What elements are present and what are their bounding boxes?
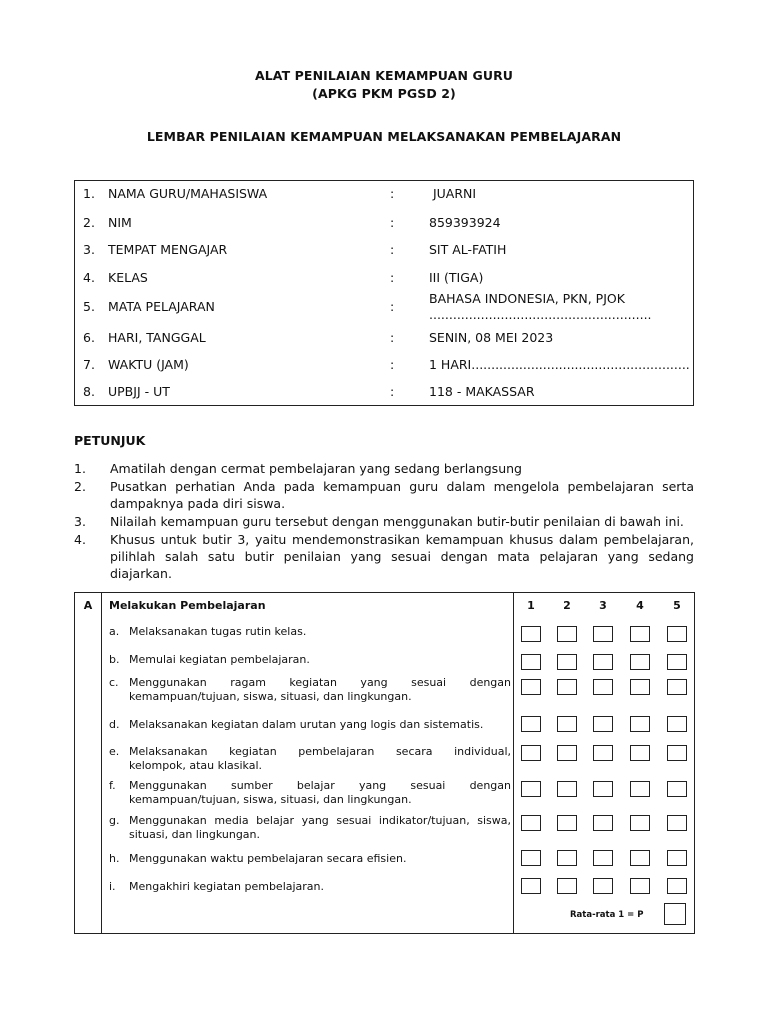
scale-header: 4 bbox=[636, 599, 644, 612]
info-label: NAMA GURU/MAHASISWA bbox=[108, 186, 268, 201]
info-num: 5. bbox=[83, 299, 95, 314]
item-text-line1: Melaksanakan kegiatan pembelajaran secara individual, bbox=[129, 745, 511, 758]
item-letter: i. bbox=[109, 880, 116, 893]
score-checkbox[interactable] bbox=[630, 745, 650, 761]
score-checkbox[interactable] bbox=[667, 654, 687, 670]
item-text-line2: kelompok, atau klasikal. bbox=[129, 759, 263, 772]
score-checkbox[interactable] bbox=[630, 679, 650, 695]
score-checkbox[interactable] bbox=[630, 626, 650, 642]
item-text-line2: situasi, dan lingkungan. bbox=[129, 828, 261, 841]
info-colon: : bbox=[390, 270, 395, 285]
item-letter: c. bbox=[109, 676, 119, 689]
item-letter: a. bbox=[109, 625, 120, 638]
score-checkbox[interactable] bbox=[630, 781, 650, 797]
info-value: SIT AL-FATIH bbox=[429, 242, 507, 257]
score-checkbox[interactable] bbox=[557, 745, 577, 761]
info-colon: : bbox=[390, 242, 395, 257]
info-value: 859393924 bbox=[429, 215, 501, 230]
score-checkbox[interactable] bbox=[630, 815, 650, 831]
instruction-num: 4. bbox=[74, 532, 86, 547]
item-letter: h. bbox=[109, 852, 120, 865]
identity-info-box bbox=[74, 180, 694, 406]
info-num: 6. bbox=[83, 330, 95, 345]
instruction-num: 1. bbox=[74, 461, 86, 476]
form-title: ALAT PENILAIAN KEMAMPUAN GURU bbox=[254, 68, 514, 83]
item-text: Melaksanakan kegiatan dalam urutan yang logis dan sistematis. bbox=[129, 718, 484, 731]
average-input-box[interactable] bbox=[664, 903, 686, 925]
score-checkbox[interactable] bbox=[593, 654, 613, 670]
score-checkbox[interactable] bbox=[521, 781, 541, 797]
score-checkbox[interactable] bbox=[557, 626, 577, 642]
score-checkbox[interactable] bbox=[667, 716, 687, 732]
instructions-heading: PETUNJUK bbox=[74, 433, 146, 448]
score-checkbox[interactable] bbox=[593, 878, 613, 894]
info-value: BAHASA INDONESIA, PKN, PJOK bbox=[429, 291, 625, 306]
info-num: 4. bbox=[83, 270, 95, 285]
info-label: TEMPAT MENGAJAR bbox=[108, 242, 228, 257]
instruction-text-line2: dampaknya pada diri siswa. bbox=[110, 496, 286, 511]
item-text: Menggunakan waktu pembelajaran secara efisien. bbox=[129, 852, 407, 865]
score-checkbox[interactable] bbox=[667, 745, 687, 761]
score-checkbox[interactable] bbox=[521, 716, 541, 732]
score-checkbox[interactable] bbox=[667, 679, 687, 695]
score-checkbox[interactable] bbox=[557, 781, 577, 797]
score-checkbox[interactable] bbox=[593, 679, 613, 695]
score-checkbox[interactable] bbox=[593, 815, 613, 831]
score-checkbox[interactable] bbox=[521, 654, 541, 670]
score-checkbox[interactable] bbox=[557, 850, 577, 866]
score-checkbox[interactable] bbox=[557, 654, 577, 670]
info-num: 7. bbox=[83, 357, 95, 372]
score-checkbox[interactable] bbox=[630, 850, 650, 866]
column-divider bbox=[101, 593, 102, 933]
score-checkbox[interactable] bbox=[557, 815, 577, 831]
instruction-text-line1: Khusus untuk butir 3, yaitu mendemonstrasikan kemampuan khusus dalam pembelajaran, bbox=[110, 532, 694, 547]
info-label: WAKTU (JAM) bbox=[108, 357, 189, 372]
scale-header: 5 bbox=[673, 599, 681, 612]
info-colon: : bbox=[390, 215, 395, 230]
item-text: Melaksanakan tugas rutin kelas. bbox=[129, 625, 307, 638]
item-letter: g. bbox=[109, 814, 120, 827]
score-checkbox[interactable] bbox=[667, 878, 687, 894]
info-num: 3. bbox=[83, 242, 95, 257]
info-value: 118 - MAKASSAR bbox=[429, 384, 535, 399]
score-checkbox[interactable] bbox=[593, 716, 613, 732]
score-checkbox[interactable] bbox=[667, 781, 687, 797]
info-colon: : bbox=[390, 384, 395, 399]
info-value: JUARNI bbox=[429, 186, 477, 201]
item-text-line1: Menggunakan sumber belajar yang sesuai dengan bbox=[129, 779, 511, 792]
score-checkbox[interactable] bbox=[557, 679, 577, 695]
score-checkbox[interactable] bbox=[521, 815, 541, 831]
instruction-num: 2. bbox=[74, 479, 86, 494]
instruction-item bbox=[74, 531, 694, 581]
score-checkbox[interactable] bbox=[630, 878, 650, 894]
section-code: A bbox=[83, 599, 93, 612]
item-text-line1: Menggunakan media belajar yang sesuai indikator/tujuan, siswa, bbox=[129, 814, 511, 827]
score-checkbox[interactable] bbox=[521, 626, 541, 642]
info-label: NIM bbox=[108, 215, 132, 230]
info-value: III (TIGA) bbox=[429, 270, 484, 285]
item-text: Mengakhiri kegiatan pembelajaran. bbox=[129, 880, 325, 893]
info-num: 8. bbox=[83, 384, 95, 399]
instruction-text-line2: pilihlah salah satu butir penilaian yang sesuai dengan mata pelajaran yang sedang diajarkan. bbox=[110, 549, 694, 581]
info-num: 1. bbox=[83, 186, 95, 201]
instruction-text-line1: Pusatkan perhatian Anda pada kemampuan guru dalam mengelola pembelajaran serta bbox=[110, 479, 694, 494]
scale-header: 1 bbox=[527, 599, 535, 612]
score-checkbox[interactable] bbox=[557, 878, 577, 894]
item-text: Memulai kegiatan pembelajaran. bbox=[129, 653, 310, 666]
score-checkbox[interactable] bbox=[667, 850, 687, 866]
scoring-table bbox=[74, 592, 695, 934]
score-checkbox[interactable] bbox=[521, 679, 541, 695]
item-text-line2: kemampuan/tujuan, siswa, situasi, dan lingkungan. bbox=[129, 690, 412, 703]
form-code: (APKG PKM PGSD 2) bbox=[312, 86, 456, 101]
score-checkbox[interactable] bbox=[593, 626, 613, 642]
score-checkbox[interactable] bbox=[667, 815, 687, 831]
info-label: MATA PELAJARAN bbox=[108, 299, 215, 314]
score-checkbox[interactable] bbox=[521, 745, 541, 761]
section-title: Melakukan Pembelajaran bbox=[109, 599, 266, 612]
instruction-item bbox=[74, 460, 694, 477]
instruction-text: Amatilah dengan cermat pembelajaran yang sedang berlangsung bbox=[110, 461, 522, 476]
score-checkbox[interactable] bbox=[630, 654, 650, 670]
info-value: 1 HARI....................................................... bbox=[429, 357, 690, 372]
item-text-line1: Menggunakan ragam kegiatan yang sesuai dengan bbox=[129, 676, 511, 689]
score-checkbox[interactable] bbox=[630, 716, 650, 732]
info-value: SENIN, 08 MEI 2023 bbox=[429, 330, 554, 345]
info-label: KELAS bbox=[108, 270, 148, 285]
item-text-line2: kemampuan/tujuan, siswa, situasi, dan lingkungan. bbox=[129, 793, 412, 806]
info-colon: : bbox=[390, 299, 395, 314]
instruction-text: Nilailah kemampuan guru tersebut dengan menggunakan butir-butir penilaian di bawah ini. bbox=[110, 514, 684, 529]
scale-header: 2 bbox=[563, 599, 571, 612]
score-checkbox[interactable] bbox=[667, 626, 687, 642]
instruction-num: 3. bbox=[74, 514, 86, 529]
info-value-dots: ........................................................ bbox=[429, 307, 652, 322]
form-subtitle: LEMBAR PENILAIAN KEMAMPUAN MELAKSANAKAN PEMBELAJARAN bbox=[146, 129, 622, 144]
info-colon: : bbox=[390, 186, 395, 201]
instruction-item bbox=[74, 513, 694, 530]
info-label: HARI, TANGGAL bbox=[108, 330, 206, 345]
scale-header: 3 bbox=[599, 599, 607, 612]
score-checkbox[interactable] bbox=[593, 781, 613, 797]
info-colon: : bbox=[390, 330, 395, 345]
item-letter: e. bbox=[109, 745, 120, 758]
score-checkbox[interactable] bbox=[521, 850, 541, 866]
item-letter: d. bbox=[109, 718, 120, 731]
info-colon: : bbox=[390, 357, 395, 372]
item-letter: f. bbox=[109, 779, 116, 792]
average-label: Rata-rata 1 = P bbox=[570, 910, 644, 920]
info-num: 2. bbox=[83, 215, 95, 230]
instruction-item bbox=[74, 478, 694, 512]
score-checkbox[interactable] bbox=[593, 745, 613, 761]
score-checkbox[interactable] bbox=[557, 716, 577, 732]
score-checkbox[interactable] bbox=[593, 850, 613, 866]
info-label: UPBJJ - UT bbox=[108, 384, 170, 399]
score-checkbox[interactable] bbox=[521, 878, 541, 894]
item-letter: b. bbox=[109, 653, 120, 666]
column-divider bbox=[513, 593, 514, 933]
